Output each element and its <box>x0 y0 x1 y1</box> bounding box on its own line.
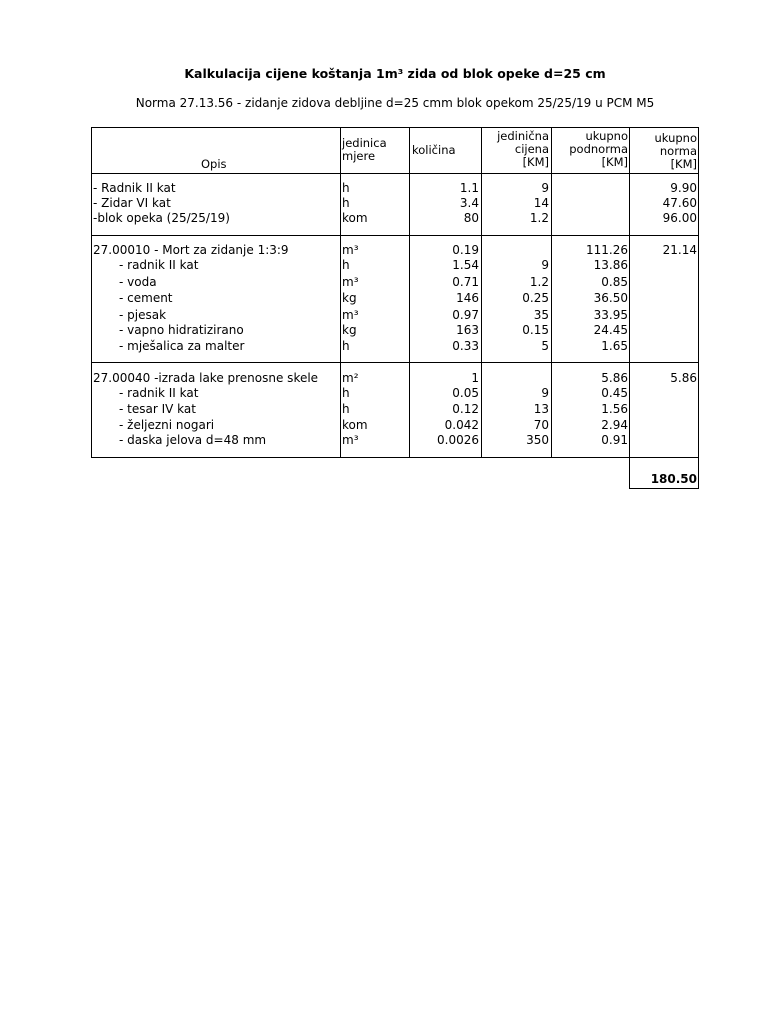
row-quantity: 80 <box>463 211 479 225</box>
row-subnorm-total: 1.56 <box>601 402 628 416</box>
row-subnorm-total: 36.50 <box>593 291 628 305</box>
row-quantity: 146 <box>456 291 479 305</box>
grand-total: 180.50 <box>650 472 697 486</box>
table-right-border <box>698 127 699 489</box>
row-subnorm-total: 5.86 <box>601 371 628 385</box>
table-left-border <box>91 127 92 458</box>
header-cijena-line2: cijena <box>514 142 549 156</box>
row-unit: kom <box>342 211 368 225</box>
row-description: - vapno hidratizirano <box>119 323 244 337</box>
calculation-table <box>91 127 699 489</box>
table-top-border <box>91 127 699 128</box>
row-description: 27.00040 -izrada lake prenosne skele <box>93 371 319 385</box>
row-quantity: 1.54 <box>452 258 479 272</box>
row-quantity: 0.042 <box>444 418 479 432</box>
header-opis: Opis <box>201 157 227 171</box>
row-description: 27.00010 - Mort za zidanje 1:3:9 <box>93 243 289 257</box>
row-unit: kom <box>342 418 368 432</box>
row-unit: h <box>342 386 350 400</box>
group-2-bottom-border <box>91 362 699 363</box>
row-unit: h <box>342 402 350 416</box>
total-bottom-border <box>629 488 699 489</box>
row-description: - radnik II kat <box>119 386 199 400</box>
col-divider-cijena <box>551 127 552 458</box>
row-norm-total: 9.90 <box>670 181 697 195</box>
row-unit-price: 13 <box>533 402 549 416</box>
row-unit: h <box>342 258 350 272</box>
row-description: - cement <box>119 291 173 305</box>
row-subnorm-total: 13.86 <box>593 258 628 272</box>
row-norm-total: 47.60 <box>662 196 697 210</box>
row-unit: kg <box>342 323 357 337</box>
page-title: Kalkulacija cijene koštanja 1m³ zida od blok opeke d=25 cm <box>184 66 606 81</box>
header-norma-line3: [KM] <box>670 157 697 171</box>
row-description: - daska jelova d=48 mm <box>119 433 267 447</box>
row-quantity: 0.33 <box>452 339 479 353</box>
row-quantity: 0.05 <box>452 386 479 400</box>
row-quantity: 0.19 <box>452 243 479 257</box>
row-norm-total: 96.00 <box>662 211 697 225</box>
row-subnorm-total: 24.45 <box>593 323 628 337</box>
row-quantity: 0.12 <box>452 402 479 416</box>
row-unit: m² <box>342 371 359 385</box>
header-jedinica-line1: jedinica <box>342 136 387 150</box>
row-subnorm-total: 111.26 <box>586 243 628 257</box>
row-quantity: 0.0026 <box>437 433 479 447</box>
row-quantity: 1 <box>471 371 479 385</box>
row-subnorm-total: 0.91 <box>601 433 628 447</box>
header-jedinica-line2: mjere <box>342 149 376 163</box>
row-quantity: 0.97 <box>452 308 479 322</box>
row-description: -blok opeka (25/25/19) <box>93 211 230 225</box>
row-unit-price: 9 <box>541 181 549 195</box>
row-unit-price: 1.2 <box>529 211 549 225</box>
group-1-bottom-border <box>91 235 699 236</box>
header-kolicina: količina <box>412 143 456 157</box>
row-description: - voda <box>119 275 157 289</box>
row-unit: h <box>342 339 350 353</box>
row-unit-price: 0.15 <box>522 323 549 337</box>
row-unit-price: 0.25 <box>522 291 549 305</box>
row-norm-total: 21.14 <box>662 243 697 257</box>
row-unit-price: 35 <box>533 308 549 322</box>
row-unit-price: 1.2 <box>529 275 549 289</box>
row-description: - radnik II kat <box>119 258 199 272</box>
group-3-bottom-border <box>91 457 699 458</box>
row-subnorm-total: 0.85 <box>601 275 628 289</box>
row-unit-price: 9 <box>541 386 549 400</box>
row-unit-price: 350 <box>526 433 549 447</box>
row-description: - Zidar VI kat <box>93 196 171 210</box>
header-podnorma-line1: ukupno <box>585 129 628 143</box>
row-quantity: 3.4 <box>459 196 479 210</box>
row-description: - Radnik II kat <box>93 181 176 195</box>
header-norma-line1: ukupno <box>654 131 697 145</box>
row-unit: m³ <box>342 243 359 257</box>
col-divider-kolicina <box>481 127 482 458</box>
page-subtitle: Norma 27.13.56 - zidanje zidova debljine d=25 cmm blok opekom 25/25/19 u PCM M5 <box>135 96 655 110</box>
row-unit: m³ <box>342 433 359 447</box>
header-cijena-line3: [KM] <box>522 155 549 169</box>
header-norma-line2: norma <box>659 144 697 158</box>
row-subnorm-total: 33.95 <box>593 308 628 322</box>
row-quantity: 0.71 <box>452 275 479 289</box>
row-quantity: 1.1 <box>459 181 479 195</box>
row-unit-price: 14 <box>533 196 549 210</box>
row-unit: h <box>342 196 350 210</box>
row-description: - željezni nogari <box>119 418 215 432</box>
row-unit: h <box>342 181 350 195</box>
row-subnorm-total: 1.65 <box>601 339 628 353</box>
row-quantity: 163 <box>456 323 479 337</box>
header-podnorma-line3: [KM] <box>601 155 628 169</box>
header-bottom-border <box>91 173 699 174</box>
row-unit-price: 5 <box>541 339 549 353</box>
header-podnorma-line2: podnorma <box>569 142 628 156</box>
row-description: - pjesak <box>119 308 167 322</box>
col-divider-podnorma <box>629 127 630 489</box>
row-unit-price: 70 <box>533 418 549 432</box>
row-norm-total: 5.86 <box>670 371 697 385</box>
row-unit: kg <box>342 291 357 305</box>
row-description: - mješalica za malter <box>119 339 245 353</box>
row-subnorm-total: 2.94 <box>601 418 628 432</box>
row-subnorm-total: 0.45 <box>601 386 628 400</box>
col-divider-opis <box>340 127 341 458</box>
col-divider-jedinica <box>409 127 410 458</box>
row-unit-price: 9 <box>541 258 549 272</box>
row-unit: m³ <box>342 275 359 289</box>
row-unit: m³ <box>342 308 359 322</box>
header-cijena-line1: jedinična <box>497 129 549 143</box>
row-description: - tesar IV kat <box>119 402 196 416</box>
